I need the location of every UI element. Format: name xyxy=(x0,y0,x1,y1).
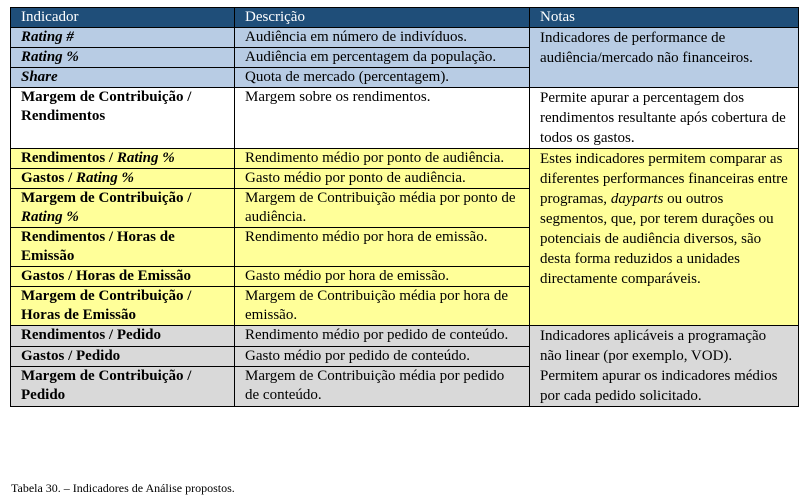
indicador-cell: Rating # xyxy=(11,28,235,48)
descricao-cell: Margem sobre os rendimentos. xyxy=(235,88,530,149)
table-row xyxy=(11,28,799,48)
header-indicador: Indicador xyxy=(11,8,235,28)
descricao-cell: Audiência em número de indivíduos. xyxy=(235,28,530,48)
descricao-cell: Rendimento médio por ponto de audiência. xyxy=(235,149,530,169)
indicador-cell: Gastos / Horas de Emissão xyxy=(11,267,235,287)
indicador-cell: Margem de Contribuição / Horas de Emissão xyxy=(11,287,235,326)
indicador-cell: Margem de Contribuição / Rendimentos xyxy=(11,88,235,149)
indicador-cell: Rendimentos / Rating % xyxy=(11,149,235,169)
notas-cell: Indicadores aplicáveis a programação não linear (por exemplo, VOD). Permitem apurar os indicadores médios por cada pedido solicitado. xyxy=(530,326,799,407)
descricao-cell: Rendimento médio por hora de emissão. xyxy=(235,228,530,267)
indicador-cell: Rendimentos / Pedido xyxy=(11,326,235,347)
table-row xyxy=(11,326,799,347)
descricao-cell: Gasto médio por hora de emissão. xyxy=(235,267,530,287)
descricao-cell: Margem de Contribuição média por hora de emissão. xyxy=(235,287,530,326)
descricao-cell: Quota de mercado (percentagem). xyxy=(235,68,530,88)
indicador-cell: Rating % xyxy=(11,48,235,68)
notas-cell: Indicadores de performance de audiência/mercado não financeiros. xyxy=(530,28,799,88)
descricao-cell: Gasto médio por pedido de conteúdo. xyxy=(235,346,530,367)
header-notas: Notas xyxy=(530,8,799,28)
descricao-cell: Margem de Contribuição média por pedido de conteúdo. xyxy=(235,367,530,407)
indicador-cell: Gastos / Pedido xyxy=(11,346,235,367)
descricao-cell: Rendimento médio por pedido de conteúdo. xyxy=(235,326,530,347)
indicador-cell: Gastos / Rating % xyxy=(11,169,235,189)
notas-cell: Permite apurar a percentagem dos rendimentos resultante após cobertura de todos os gastos. xyxy=(530,88,799,149)
indicador-cell: Share xyxy=(11,68,235,88)
notas-cell: Estes indicadores permitem comparar as diferentes performances financeiras entre programas, dayparts ou outros segmentos, que, por terem durações ou potenciais de audiência diversos, são desta forma reduzidos a unidades directamente comparáveis. xyxy=(530,149,799,326)
header-descricao: Descrição xyxy=(235,8,530,28)
table-caption: Tabela 30. – Indicadores de Análise propostos. xyxy=(11,481,235,495)
descricao-cell: Margem de Contribuição média por ponto de audiência. xyxy=(235,189,530,228)
indicators-table xyxy=(10,7,799,407)
indicador-cell: Rendimentos / Horas de Emissão xyxy=(11,228,235,267)
indicador-cell: Margem de Contribuição / Rating % xyxy=(11,189,235,228)
table-row xyxy=(11,149,799,169)
header-row xyxy=(11,8,799,28)
table-row xyxy=(11,88,799,149)
indicador-cell: Margem de Contribuição / Pedido xyxy=(11,367,235,407)
descricao-cell: Audiência em percentagem da população. xyxy=(235,48,530,68)
descricao-cell: Gasto médio por ponto de audiência. xyxy=(235,169,530,189)
